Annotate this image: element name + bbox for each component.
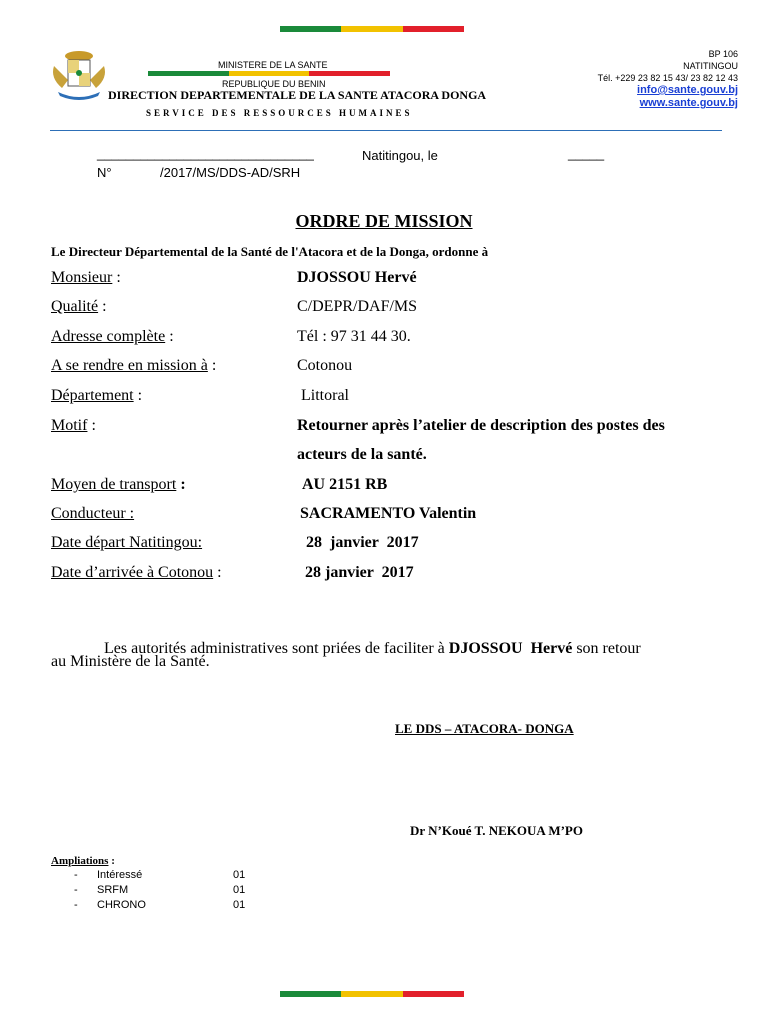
postal-box: BP 106 — [708, 49, 738, 59]
adresse-value: Tél : 97 31 44 30. — [297, 328, 411, 345]
transport-label: Moyen de transport : — [51, 476, 186, 493]
ampliation-dash: - — [74, 884, 78, 896]
intro-text: Le Directeur Départemental de la Santé de l'Atacora et de la Donga, ordonne à — [51, 244, 489, 259]
conducteur-value: SACRAMENTO Valentin — [300, 505, 477, 522]
adresse-label: Adresse complète : — [51, 328, 174, 345]
monsieur-value: DJOSSOU Hervé — [297, 269, 417, 286]
depart-value: 28 janvier 2017 — [306, 534, 419, 551]
header-divider — [50, 130, 722, 131]
ampliation-qty: 01 — [233, 869, 246, 881]
ampliation-qty: 01 — [233, 899, 246, 911]
mission-value: Cotonou — [297, 357, 353, 374]
mission-label: A se rendre en mission à : — [51, 357, 217, 374]
monsieur-label: Monsieur : — [51, 269, 121, 286]
ampliation-qty: 01 — [233, 884, 246, 896]
coat-of-arms-logo — [48, 48, 110, 104]
date-blank: _____ — [568, 146, 605, 161]
motif-value-line1: Retourner après l’atelier de description des postes des — [297, 417, 665, 434]
reference-number-prefix: N° — [97, 165, 112, 180]
direction-name: DIRECTION DEPARTEMENTALE DE LA SANTE ATACORA DONGA — [108, 88, 487, 102]
arrivee-label: Date d’arrivée à Cotonou : — [51, 564, 222, 581]
contact-block — [598, 48, 738, 110]
document-title: ORDRE DE MISSION — [295, 211, 473, 231]
signatory-name: Dr N’Koué T. NEKOUA M’PO — [410, 823, 583, 838]
email-link[interactable]: info@sante.gouv.bj — [637, 84, 738, 96]
top-flag-bar — [280, 26, 464, 32]
arrivee-value: 28 janvier 2017 — [305, 564, 414, 581]
service-name: SERVICE DES RESSOURCES HUMAINES — [146, 108, 413, 118]
ampliation-name: SRFM — [97, 884, 129, 896]
signatory-title: LE DDS – ATACORA- DONGA — [395, 721, 574, 736]
place-date: Natitingou, le — [362, 148, 438, 163]
website-link[interactable]: www.sante.gouv.bj — [639, 97, 738, 109]
header-flag-bar — [148, 71, 390, 76]
conducteur-label: Conducteur : — [51, 505, 135, 522]
departement-label: Département : — [51, 387, 143, 404]
body-paragraph-line2: au Ministère de la Santé. — [51, 653, 210, 670]
city: NATITINGOU — [683, 61, 738, 71]
motif-label: Motif : — [51, 417, 96, 434]
motif-value-line2: acteurs de la santé. — [297, 446, 427, 463]
bottom-flag-bar — [280, 991, 464, 997]
phone: Tél. +229 23 82 15 43/ 23 82 12 43 — [597, 73, 738, 83]
transport-value: AU 2151 RB — [302, 476, 388, 493]
qualite-value: C/DEPR/DAF/MS — [297, 298, 418, 315]
ampliations-label: Ampliations : — [51, 855, 115, 867]
ampliation-name: CHRONO — [97, 899, 146, 911]
qualite-label: Qualité : — [51, 298, 107, 315]
reference-number: /2017/MS/DDS-AD/SRH — [160, 165, 301, 180]
ministry-name: MINISTERE DE LA SANTE — [218, 60, 328, 70]
ampliation-dash: - — [74, 869, 78, 881]
ampliation-dash: - — [74, 899, 78, 911]
body-paragraph-line1: Les autorités administratives sont priées de faciliter à DJOSSOU Hervé son retour — [104, 640, 641, 657]
ampliation-name: Intéressé — [97, 869, 143, 881]
republic-name: REPUBLIQUE DU BENIN — [222, 79, 326, 89]
depart-label: Date départ Natitingou: — [51, 534, 203, 551]
departement-value: Littoral — [301, 387, 349, 404]
reference-blank: ______________________________ — [97, 146, 314, 161]
